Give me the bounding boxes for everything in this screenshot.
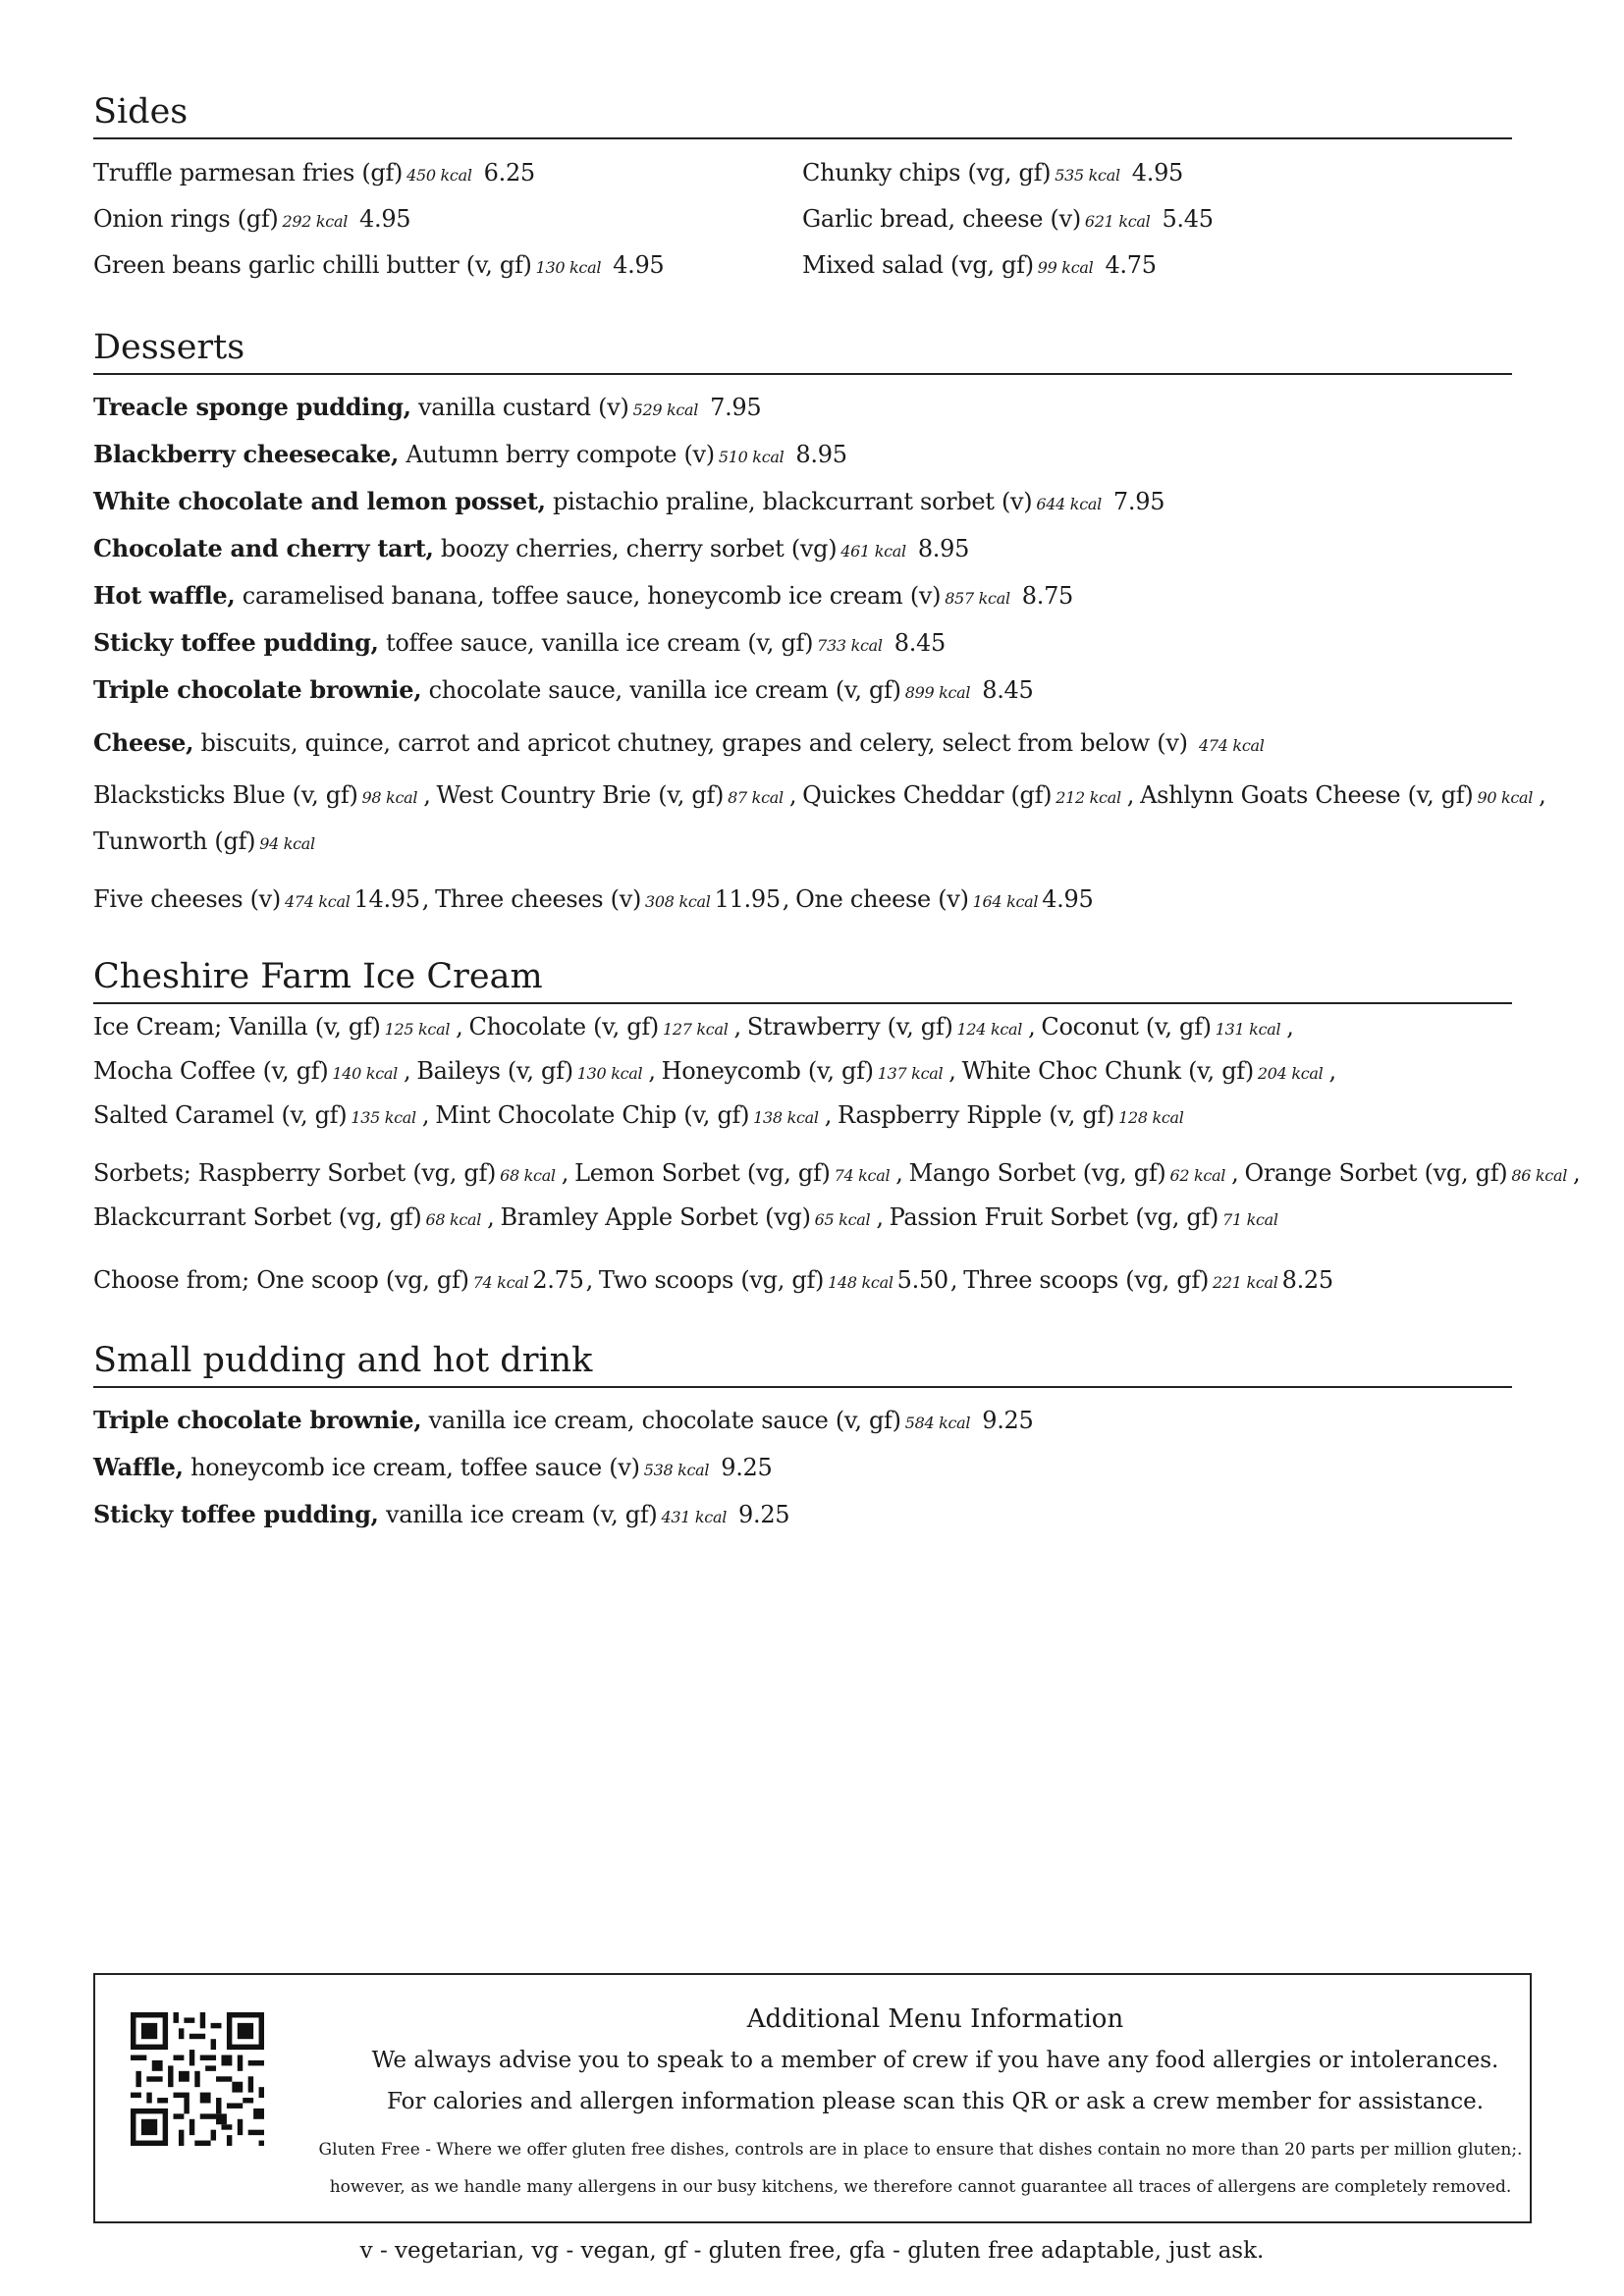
icecream-option: Chocolate (v, gf) bbox=[468, 1013, 659, 1041]
dessert-name: White chocolate and lemon posset, bbox=[93, 487, 546, 515]
cheese-kcal: 474 kcal bbox=[1199, 736, 1265, 755]
side-price: 4.95 bbox=[613, 251, 665, 279]
dessert-name: Triple chocolate brownie, bbox=[93, 675, 422, 704]
cheese-name: Cheese, bbox=[93, 728, 194, 757]
side-item bbox=[802, 151, 1214, 197]
desserts-section bbox=[93, 326, 1546, 924]
side-item bbox=[802, 243, 1214, 290]
dessert-price: 8.95 bbox=[917, 535, 970, 562]
cheese-kcal: 90 kcal bbox=[1477, 788, 1534, 807]
sorbet-option: Blackcurrant Sorbet (vg, gf) bbox=[93, 1203, 422, 1231]
info-gluten-note-2: however, as we handle many allergens in our busy kitchens, we therefore cannot guarantee all traces of allergens are completely removed. bbox=[329, 2177, 1512, 2197]
dessert-price: 8.95 bbox=[795, 441, 847, 468]
dessert-desc: Autumn berry compote bbox=[406, 441, 677, 468]
icecream-kcal: 140 kcal bbox=[332, 1064, 398, 1083]
dessert-tags: (vg) bbox=[790, 535, 838, 562]
dessert-tags: (v, gf) bbox=[835, 676, 901, 704]
dessert-desc: chocolate sauce, vanilla ice cream bbox=[428, 676, 829, 704]
info-qr-advice: For calories and allergen information please scan this QR or ask a crew member for assistance. bbox=[386, 2089, 1485, 2114]
cheese-tags: (v) bbox=[1157, 729, 1188, 757]
small-pudding-name: Waffle, bbox=[93, 1453, 184, 1481]
side-tags: (vg, gf) bbox=[967, 159, 1052, 187]
dessert-tags: (v) bbox=[1001, 488, 1033, 515]
comma-separator: , bbox=[733, 1013, 741, 1041]
cheese-option: Tunworth (gf) bbox=[93, 828, 256, 855]
scoop-option: One scoop (vg, gf) bbox=[256, 1266, 469, 1294]
comma-separator: , bbox=[1286, 1013, 1294, 1041]
scoop-kcal: 221 kcal bbox=[1213, 1273, 1278, 1292]
side-price: 4.95 bbox=[359, 205, 411, 233]
dessert-kcal: 733 kcal bbox=[817, 636, 883, 655]
small-pudding-tags: (v) bbox=[609, 1454, 640, 1481]
comma-separator: , bbox=[1028, 1013, 1036, 1041]
comma-separator: , bbox=[895, 1159, 903, 1187]
sorbet-kcal: 68 kcal bbox=[425, 1210, 482, 1229]
comma-separator: , bbox=[876, 1203, 884, 1231]
comma-separator: , bbox=[421, 1101, 430, 1129]
dietary-key: v - vegetarian, vg - vegan, gf - gluten free, gfa - gluten free adaptable, just ask. bbox=[359, 2238, 1265, 2264]
sorbet-kcal: 86 kcal bbox=[1511, 1166, 1568, 1185]
dessert-kcal: 461 kcal bbox=[840, 542, 906, 561]
icecream-kcal: 131 kcal bbox=[1215, 1020, 1281, 1039]
small-pudding-price: 9.25 bbox=[982, 1407, 1034, 1434]
cheese-size-option: Five cheeses (v) bbox=[93, 885, 281, 913]
cheese-size-option: Three cheeses (v) bbox=[435, 885, 642, 913]
sorbet-kcal: 74 kcal bbox=[834, 1166, 891, 1185]
small-pudding-section bbox=[93, 1339, 1512, 1539]
sorbet-kcal: 68 kcal bbox=[500, 1166, 556, 1185]
sorbet-line bbox=[93, 1197, 1512, 1241]
side-price: 6.25 bbox=[483, 159, 535, 187]
info-allergy-advice: We always advise you to speak to a member of crew if you have any food allergies or intolerances. bbox=[371, 2048, 1499, 2073]
comma-separator: , bbox=[487, 1203, 495, 1231]
additional-info-box bbox=[93, 1973, 1532, 2223]
small-pudding-tags: (v, gf) bbox=[835, 1407, 901, 1434]
small-pudding-title: Small pudding and hot drink bbox=[93, 1339, 1512, 1388]
icecream-kcal: 135 kcal bbox=[351, 1108, 416, 1127]
comma-separator: , bbox=[561, 1159, 569, 1187]
small-pudding-kcal: 431 kcal bbox=[661, 1508, 728, 1526]
comma-separator: , bbox=[1539, 781, 1546, 809]
sorbet-option: Bramley Apple Sorbet (vg) bbox=[500, 1203, 811, 1231]
comma-separator: , bbox=[824, 1101, 833, 1129]
scoop-price: 2.75 bbox=[532, 1266, 584, 1294]
small-pudding-list bbox=[93, 1398, 1512, 1539]
dessert-kcal: 529 kcal bbox=[632, 400, 699, 419]
scoop-options bbox=[93, 1258, 1512, 1305]
sorbet-option: Mango Sorbet (vg, gf) bbox=[908, 1159, 1166, 1187]
side-tags: (gf) bbox=[237, 205, 279, 233]
cheese-size-price: 11.95 bbox=[714, 885, 781, 913]
cheese-size-kcal: 474 kcal bbox=[284, 892, 351, 911]
cheese-size-price: 14.95 bbox=[353, 885, 420, 913]
comma-separator: , bbox=[648, 1057, 656, 1085]
sides-grid bbox=[93, 139, 1512, 277]
small-pudding-price: 9.25 bbox=[738, 1501, 790, 1528]
dessert-item bbox=[93, 432, 1512, 479]
scoop-option: Two scoops (vg, gf) bbox=[598, 1266, 825, 1294]
dessert-desc: toffee sauce, vanilla ice cream bbox=[385, 629, 740, 657]
comma-separator: , bbox=[421, 885, 430, 913]
side-price: 5.45 bbox=[1162, 205, 1214, 233]
dessert-item bbox=[93, 385, 1512, 432]
icecream-option: Salted Caramel (v, gf) bbox=[93, 1101, 348, 1129]
small-pudding-item bbox=[93, 1445, 1512, 1492]
cheese-size-kcal: 308 kcal bbox=[645, 892, 711, 911]
side-tags: (v) bbox=[1050, 205, 1081, 233]
cheese-line bbox=[93, 721, 1512, 768]
comma-separator: , bbox=[403, 1057, 411, 1085]
cheese-kcal: 94 kcal bbox=[259, 834, 315, 853]
small-pudding-desc: honeycomb ice cream, toffee sauce bbox=[190, 1454, 602, 1481]
dessert-item bbox=[93, 620, 1512, 667]
comma-separator: , bbox=[456, 1013, 463, 1041]
sides-left-column bbox=[93, 151, 664, 290]
side-price: 4.75 bbox=[1105, 251, 1157, 279]
sides-section bbox=[93, 90, 1512, 277]
scoop-option: Three scoops (vg, gf) bbox=[963, 1266, 1210, 1294]
cheese-option: Ashlynn Goats Cheese (v, gf) bbox=[1140, 781, 1474, 809]
icecream-kcal: 204 kcal bbox=[1257, 1064, 1324, 1083]
comma-separator: , bbox=[1328, 1057, 1336, 1085]
small-pudding-item bbox=[93, 1398, 1512, 1445]
dessert-kcal: 857 kcal bbox=[945, 589, 1010, 608]
side-item bbox=[93, 151, 664, 197]
dessert-name: Hot waffle, bbox=[93, 581, 236, 610]
dessert-kcal: 899 kcal bbox=[904, 683, 971, 702]
side-name: Green beans garlic chilli butter bbox=[93, 251, 460, 279]
sorbet-option: Passion Fruit Sorbet (vg, gf) bbox=[889, 1203, 1219, 1231]
sorbet-label: Sorbets; bbox=[93, 1159, 191, 1187]
cheese-desc: biscuits, quince, carrot and apricot chutney, grapes and celery, select from below bbox=[200, 729, 1150, 757]
dessert-name: Blackberry cheesecake, bbox=[93, 440, 400, 468]
dessert-name: Treacle sponge pudding, bbox=[93, 393, 411, 421]
dessert-tags: (v, gf) bbox=[747, 629, 814, 657]
sorbet-kcal: 65 kcal bbox=[814, 1210, 871, 1229]
small-pudding-item bbox=[93, 1492, 1512, 1539]
cheese-option: Quickes Cheddar (gf) bbox=[802, 781, 1053, 809]
dessert-desc: boozy cherries, cherry sorbet bbox=[440, 535, 785, 562]
small-pudding-price: 9.25 bbox=[721, 1454, 773, 1481]
side-name: Mixed salad bbox=[802, 251, 944, 279]
cheese-size-kcal: 164 kcal bbox=[972, 892, 1039, 911]
icecream-flavours bbox=[93, 1006, 1512, 1139]
scoop-price: 5.50 bbox=[896, 1266, 948, 1294]
dessert-price: 7.95 bbox=[710, 394, 762, 421]
comma-separator: , bbox=[1573, 1159, 1581, 1187]
icecream-label: Ice Cream; bbox=[93, 1013, 222, 1041]
dessert-item bbox=[93, 667, 1512, 715]
comma-separator: , bbox=[1231, 1159, 1239, 1187]
icecream-title: Cheshire Farm Ice Cream bbox=[93, 955, 1512, 1004]
icecream-option: Strawberry (v, gf) bbox=[746, 1013, 953, 1041]
small-pudding-kcal: 538 kcal bbox=[643, 1461, 710, 1479]
icecream-line bbox=[93, 1006, 1512, 1050]
sorbet-line bbox=[93, 1152, 1581, 1197]
info-title: Additional Menu Information bbox=[746, 2004, 1124, 2034]
dessert-price: 8.75 bbox=[1021, 582, 1074, 610]
sides-right-column bbox=[802, 151, 1214, 290]
icecream-line bbox=[93, 1050, 1512, 1095]
icecream-option: Vanilla (v, gf) bbox=[229, 1013, 381, 1041]
scoop-label: Choose from; bbox=[93, 1266, 249, 1294]
icecream-kcal: 127 kcal bbox=[662, 1020, 729, 1039]
side-kcal: 621 kcal bbox=[1084, 212, 1151, 231]
side-name: Onion rings bbox=[93, 205, 231, 233]
side-tags: (gf) bbox=[361, 159, 404, 187]
icecream-option: White Choc Chunk (v, gf) bbox=[961, 1057, 1254, 1085]
sorbet-option: Raspberry Sorbet (vg, gf) bbox=[197, 1159, 497, 1187]
side-kcal: 292 kcal bbox=[282, 212, 349, 231]
icecream-kcal: 137 kcal bbox=[877, 1064, 944, 1083]
dessert-desc: pistachio praline, blackcurrant sorbet bbox=[553, 488, 995, 515]
dessert-item bbox=[93, 573, 1512, 620]
sorbet-option: Lemon Sorbet (vg, gf) bbox=[574, 1159, 831, 1187]
dessert-tags: (v) bbox=[598, 394, 629, 421]
side-item bbox=[93, 197, 664, 243]
cheese-option: West Country Brie (v, gf) bbox=[436, 781, 725, 809]
side-item bbox=[802, 197, 1214, 243]
scoop-kcal: 74 kcal bbox=[472, 1273, 529, 1292]
cheese-size-option: One cheese (v) bbox=[795, 885, 969, 913]
side-tags: (v, gf) bbox=[465, 251, 532, 279]
cheese-option: Blacksticks Blue (v, gf) bbox=[93, 781, 358, 809]
cheese-prices-line bbox=[93, 878, 1512, 924]
side-kcal: 99 kcal bbox=[1037, 258, 1094, 277]
icecream-option: Coconut (v, gf) bbox=[1041, 1013, 1212, 1041]
icecream-kcal: 125 kcal bbox=[384, 1020, 451, 1039]
comma-separator: , bbox=[949, 1266, 958, 1294]
cheese-options-line-2 bbox=[93, 820, 1512, 866]
small-pudding-kcal: 584 kcal bbox=[904, 1414, 971, 1432]
dessert-tags: (v) bbox=[683, 441, 715, 468]
side-price: 4.95 bbox=[1131, 159, 1184, 187]
cheese-size-price: 4.95 bbox=[1042, 885, 1094, 913]
dessert-item bbox=[93, 526, 1512, 573]
comma-separator: , bbox=[1126, 781, 1135, 809]
comma-separator: , bbox=[423, 781, 431, 809]
sorbet-flavours bbox=[93, 1152, 1581, 1241]
dessert-kcal: 644 kcal bbox=[1036, 495, 1102, 513]
icecream-kcal: 128 kcal bbox=[1118, 1108, 1184, 1127]
side-tags: (vg, gf) bbox=[950, 251, 1034, 279]
side-name: Chunky chips bbox=[802, 159, 961, 187]
small-pudding-name: Triple chocolate brownie, bbox=[93, 1406, 422, 1434]
icecream-kcal: 124 kcal bbox=[956, 1020, 1023, 1039]
dessert-name: Chocolate and cherry tart, bbox=[93, 534, 434, 562]
sorbet-kcal: 71 kcal bbox=[1222, 1210, 1278, 1229]
info-gluten-note-1: Gluten Free - Where we offer gluten free dishes, controls are in place to ensure that dishes contain no more than 20 parts per million gluten;. bbox=[318, 2140, 1523, 2160]
small-pudding-desc: vanilla ice cream bbox=[385, 1501, 585, 1528]
side-name: Truffle parmesan fries bbox=[93, 159, 354, 187]
dessert-price: 8.45 bbox=[982, 676, 1034, 704]
small-pudding-name: Sticky toffee pudding, bbox=[93, 1500, 379, 1528]
scoop-price: 8.25 bbox=[1281, 1266, 1333, 1294]
icecream-option: Mocha Coffee (v, gf) bbox=[93, 1057, 329, 1085]
comma-separator: , bbox=[948, 1057, 956, 1085]
icecream-option: Baileys (v, gf) bbox=[416, 1057, 573, 1085]
icecream-section bbox=[93, 955, 1581, 1305]
cheese-kcal: 87 kcal bbox=[728, 788, 784, 807]
dessert-item bbox=[93, 479, 1512, 526]
comma-separator: , bbox=[788, 781, 797, 809]
dessert-name: Sticky toffee pudding, bbox=[93, 628, 379, 657]
dessert-list bbox=[93, 385, 1512, 715]
side-kcal: 130 kcal bbox=[535, 258, 602, 277]
dessert-price: 7.95 bbox=[1112, 488, 1165, 515]
scoop-kcal: 148 kcal bbox=[828, 1273, 893, 1292]
small-pudding-tags: (v, gf) bbox=[591, 1501, 658, 1528]
icecream-option: Raspberry Ripple (v, gf) bbox=[838, 1101, 1115, 1129]
side-item bbox=[93, 243, 664, 290]
cheese-kcal: 212 kcal bbox=[1056, 788, 1121, 807]
cheese-kcal: 98 kcal bbox=[361, 788, 418, 807]
dessert-price: 8.45 bbox=[893, 629, 946, 657]
icecream-line bbox=[93, 1095, 1512, 1139]
cheese-options-line-1 bbox=[93, 774, 1546, 820]
side-kcal: 450 kcal bbox=[406, 166, 472, 185]
desserts-title: Desserts bbox=[93, 326, 1512, 375]
dessert-kcal: 510 kcal bbox=[718, 448, 785, 466]
sides-title: Sides bbox=[93, 90, 1512, 139]
sorbet-option: Orange Sorbet (vg, gf) bbox=[1244, 1159, 1508, 1187]
comma-separator: , bbox=[782, 885, 790, 913]
icecream-kcal: 138 kcal bbox=[753, 1108, 819, 1127]
sorbet-kcal: 62 kcal bbox=[1169, 1166, 1226, 1185]
icecream-option: Mint Chocolate Chip (v, gf) bbox=[435, 1101, 750, 1129]
dessert-desc: caramelised banana, toffee sauce, honeycomb ice cream bbox=[242, 582, 903, 610]
icecream-kcal: 130 kcal bbox=[576, 1064, 643, 1083]
comma-separator: , bbox=[585, 1266, 593, 1294]
icecream-option: Honeycomb (v, gf) bbox=[661, 1057, 874, 1085]
dessert-tags: (v) bbox=[909, 582, 942, 610]
side-kcal: 535 kcal bbox=[1055, 166, 1120, 185]
small-pudding-desc: vanilla ice cream, chocolate sauce bbox=[428, 1407, 829, 1434]
dessert-desc: vanilla custard bbox=[418, 394, 591, 421]
side-name: Garlic bread, cheese bbox=[802, 205, 1044, 233]
